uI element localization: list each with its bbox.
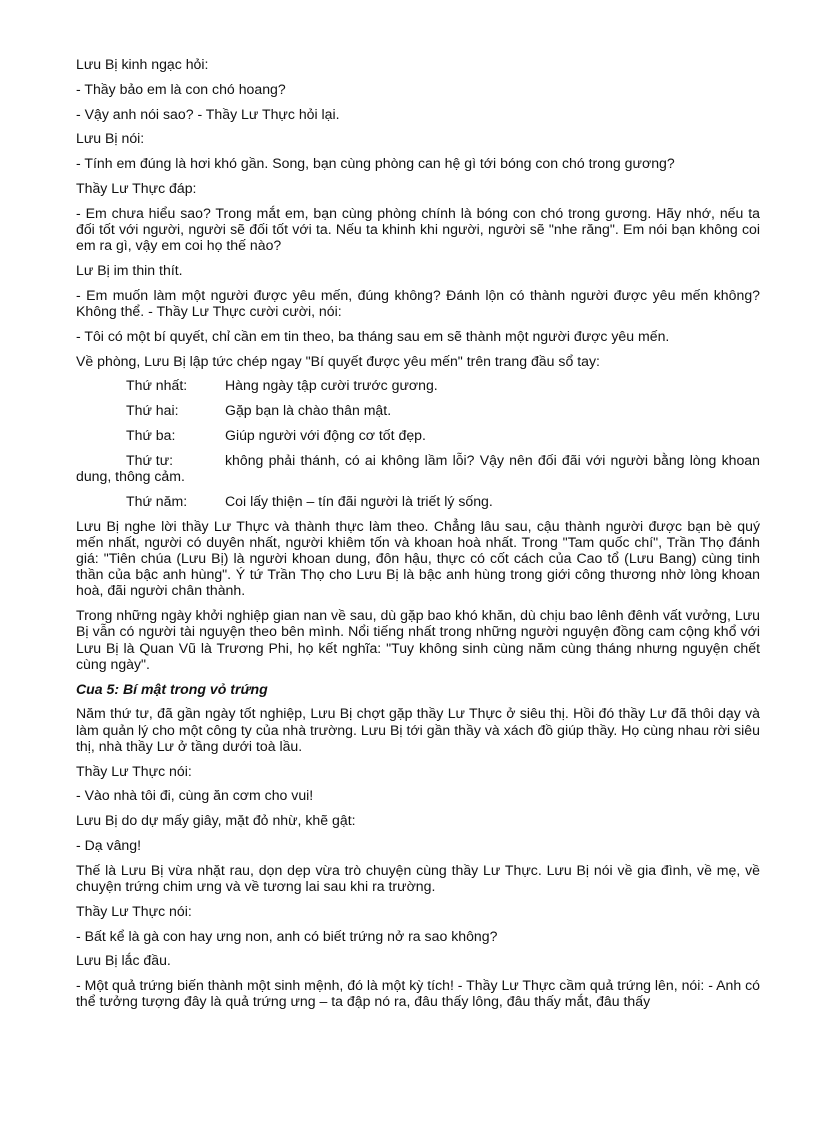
section-heading: Cua 5: Bí mật trong vỏ trứng <box>76 680 268 697</box>
paragraph: - Tính em đúng là hơi khó gần. Song, bạn cùng phòng can hệ gì tới bóng con chó trong gương? <box>76 155 675 172</box>
paragraph: Năm thứ tư, đã gần ngày tốt nghiệp, Lưu Bị chợt gặp thầy Lư Thực ở siêu thị. Hồi đó thầy Lư đã thôi dạy và làm quản lý cho một công ty của nhà trường. Lưu Bị tới gần thầy và xách đồ giúp thầy. Họ cùng nhau rời siêu thị, nhà thầy Lư ở tầng dưới toà lầu. <box>76 705 760 754</box>
section-mid <box>76 518 760 672</box>
paragraph: - Dạ vâng! <box>76 836 142 853</box>
paragraph: - Tôi có một bí quyết, chỉ cần em tin theo, ba tháng sau em sẽ thành một người được yêu mến. <box>76 327 670 344</box>
paragraph: Về phòng, Lưu Bị lập tức chép ngay "Bí quyết được yêu mến" trên trang đầu sổ tay: <box>76 352 600 369</box>
paragraph: Lư Bị im thin thít. <box>76 261 183 278</box>
rule-text: Coi lấy thiện – tín đãi người là triết lý sống. <box>225 492 493 509</box>
paragraph: - Một quả trứng biến thành một sinh mệnh, đó là một kỳ tích! - Thầy Lư Thực cầm quả trứng lên, nói: - Anh có thể tưởng tượng đây là quả trứng ưng – ta đập nó ra, đâu thấy lông, đâu thấy mắt, đâu thấy <box>76 977 760 1010</box>
paragraph: Thầy Lư Thực đáp: <box>76 179 197 196</box>
rule-item <box>76 402 760 418</box>
paragraph: Thầy Lư Thực nói: <box>76 902 192 919</box>
section-top <box>76 56 760 369</box>
rule-label: Thứ nhất: <box>126 377 188 394</box>
rule-label: Thứ năm: <box>126 492 188 509</box>
rule-item <box>76 452 760 484</box>
paragraph: Thế là Lưu Bị vừa nhặt rau, dọn dẹp vừa trò chuyện cùng thầy Lư Thực. Lưu Bị nói về gia đình, về mẹ, về chuyện trứng chim ưng và về tương lai sau khi ra trường. <box>76 861 760 894</box>
paragraph: - Em chưa hiểu sao? Trong mắt em, bạn cùng phòng chính là bóng con chó trong gương. Hãy nhớ, nếu ta đối tốt với người, người sẽ đối tốt với ta. Nếu ta khinh khi người, người sẽ "nhe răng". Em nói bạn không coi em ra gì, vậy em coi họ thế nào? <box>76 204 760 254</box>
rule-text: Hàng ngày tập cười trước gương. <box>225 377 438 394</box>
rules-list <box>76 377 760 509</box>
paragraph: Lưu Bị nói: <box>76 130 145 147</box>
rule-text: Gặp bạn là chào thân mật. <box>225 402 392 419</box>
section-bottom <box>76 705 760 1009</box>
rule-item <box>76 493 760 509</box>
paragraph: Lưu Bị kinh ngạc hỏi: <box>76 56 209 72</box>
paragraph: - Vậy anh nói sao? - Thầy Lư Thực hỏi lại. <box>76 105 340 122</box>
rule-text: không phải thánh, có ai không lầm lỗi? Vậy nên đối đãi với người bằng lòng khoan dung, thông cảm. <box>76 451 760 484</box>
paragraph: Lưu Bị do dự mấy giây, mặt đỏ nhừ, khẽ gật: <box>76 812 356 829</box>
paragraph: Lưu Bị lắc đầu. <box>76 952 171 969</box>
rule-item <box>76 427 760 443</box>
paragraph: Lưu Bị nghe lời thầy Lư Thực và thành thực làm theo. Chẳng lâu sau, cậu thành người được bạn bè quý mến nhất, người có duyên nhất, người khiêm tốn và khoan hoà nhất. Trong "Tam quốc chí", Trần Thọ đánh giá: "Tiên chúa (Lưu Bị) là người khoan dung, đôn hậu, thực có cốt cách của Cao tổ (Lưu Bang) cùng tinh thần của bậc anh hùng". Ý tứ Trần Thọ cho Lưu Bị là bậc anh hùng trong giới công thương nhờ lòng khoan hoà, đãi người chân thành. <box>76 517 760 599</box>
document-page <box>76 56 760 1018</box>
paragraph: - Thầy bảo em là con chó hoang? <box>76 80 286 97</box>
rule-label: Thứ hai: <box>126 402 179 419</box>
rule-label: Thứ tư: <box>126 451 174 468</box>
paragraph: - Bất kể là gà con hay ưng non, anh có biết trứng nở ra sao không? <box>76 927 498 944</box>
rule-text: Giúp người với động cơ tốt đẹp. <box>225 426 426 443</box>
paragraph: - Vào nhà tôi đi, cùng ăn cơm cho vui! <box>76 787 314 804</box>
rule-label: Thứ ba: <box>126 426 176 443</box>
paragraph: Thầy Lư Thực nói: <box>76 762 192 779</box>
rule-item <box>76 377 760 393</box>
paragraph: Trong những ngày khởi nghiệp gian nan về sau, dù gặp bao khó khăn, dù chịu bao lênh đênh vất vưởng, Lưu Bị vẫn có người tài nguyện theo bên mình. Nổi tiếng nhất trong những người nguyện đồng cam cộng khổ với Lưu Bị là Quan Vũ là Trương Phi, họ kết nghĩa: "Tuy không sinh cùng năm cùng tháng nhưng nguyện chết cùng ngày". <box>76 607 760 672</box>
paragraph: - Em muốn làm một người được yêu mến, đúng không? Đánh lộn có thành người được yêu mến không? Không thể. - Thầy Lư Thực cười cười, nói: <box>76 286 760 319</box>
